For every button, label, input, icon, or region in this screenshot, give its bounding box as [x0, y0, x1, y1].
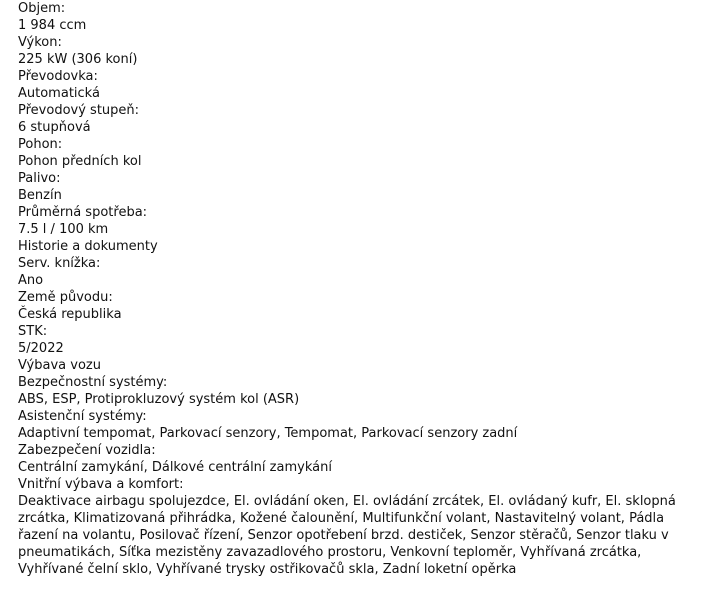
equipment-label-assist: Asistenční systémy:	[18, 409, 147, 424]
vehicle-details	[18, 0, 708, 578]
spec-label-gears: Převodový stupeň:	[18, 103, 140, 118]
spec-value-drive: Pohon předních kol	[18, 154, 142, 169]
equipment-label-comfort: Vnitřní výbava a komfort:	[18, 477, 184, 492]
equipment-label-security: Zabezpečení vozidla:	[18, 443, 156, 458]
spec-label-drive: Pohon:	[18, 137, 63, 152]
equipment-value-security: Centrální zamykání, Dálkové centrální zamykání	[18, 460, 332, 475]
equipment-value-assist: Adaptivní tempomat, Parkovací senzory, Tempomat, Parkovací senzory zadní	[18, 426, 518, 441]
spec-value-fuel: Benzín	[18, 188, 62, 203]
spec-value-displacement: 1 984 ccm	[18, 18, 87, 33]
history-value-country: Česká republika	[18, 307, 122, 322]
history-label-service-book: Serv. knížka:	[18, 256, 101, 271]
spec-label-fuel: Palivo:	[18, 171, 61, 186]
spec-label-displacement: Objem:	[18, 1, 66, 16]
history-label-stk: STK:	[18, 324, 48, 339]
spec-value-transmission: Automatická	[18, 86, 100, 101]
equipment-value-comfort: Deaktivace airbagu spolujezdce, El. ovládání oken, El. ovládání zrcátek, El. ovládaný kufr, El. sklopná zrcátka, Klimatizovaná přihrádka, Kožené čalounění, Multifunkční volant, Nastavitelný volant, Pádla řazení na volantu, Posilovač řízení, Senzor opotřebení brzd. destiček, Senzor stěračů, Senzor tlaku v pneumatikách, Síťka mezistěny zavazadlového prostoru, Venkovní teploměr, Vyhřívaná zrcátka, Vyhřívané čelní sklo, Vyhřívané trysky ostřikovačů skla, Zadní loketní opěrka	[18, 494, 676, 577]
history-value-stk: 5/2022	[18, 341, 64, 356]
spec-value-power: 225 kW (306 koní)	[18, 52, 138, 67]
spec-label-transmission: Převodovka:	[18, 69, 98, 84]
spec-value-consumption: 7.5 l / 100 km	[18, 222, 109, 237]
section-heading-history: Historie a dokumenty	[18, 239, 158, 254]
equipment-value-safety: ABS, ESP, Protiprokluzový systém kol (ASR)	[18, 392, 300, 407]
spec-value-gears: 6 stupňová	[18, 120, 91, 135]
history-value-service-book: Ano	[18, 273, 44, 288]
section-heading-equipment: Výbava vozu	[18, 358, 101, 373]
spec-label-consumption: Průměrná spotřeba:	[18, 205, 148, 220]
history-label-country: Země původu:	[18, 290, 113, 305]
equipment-label-safety: Bezpečnostní systémy:	[18, 375, 168, 390]
spec-label-power: Výkon:	[18, 35, 62, 50]
